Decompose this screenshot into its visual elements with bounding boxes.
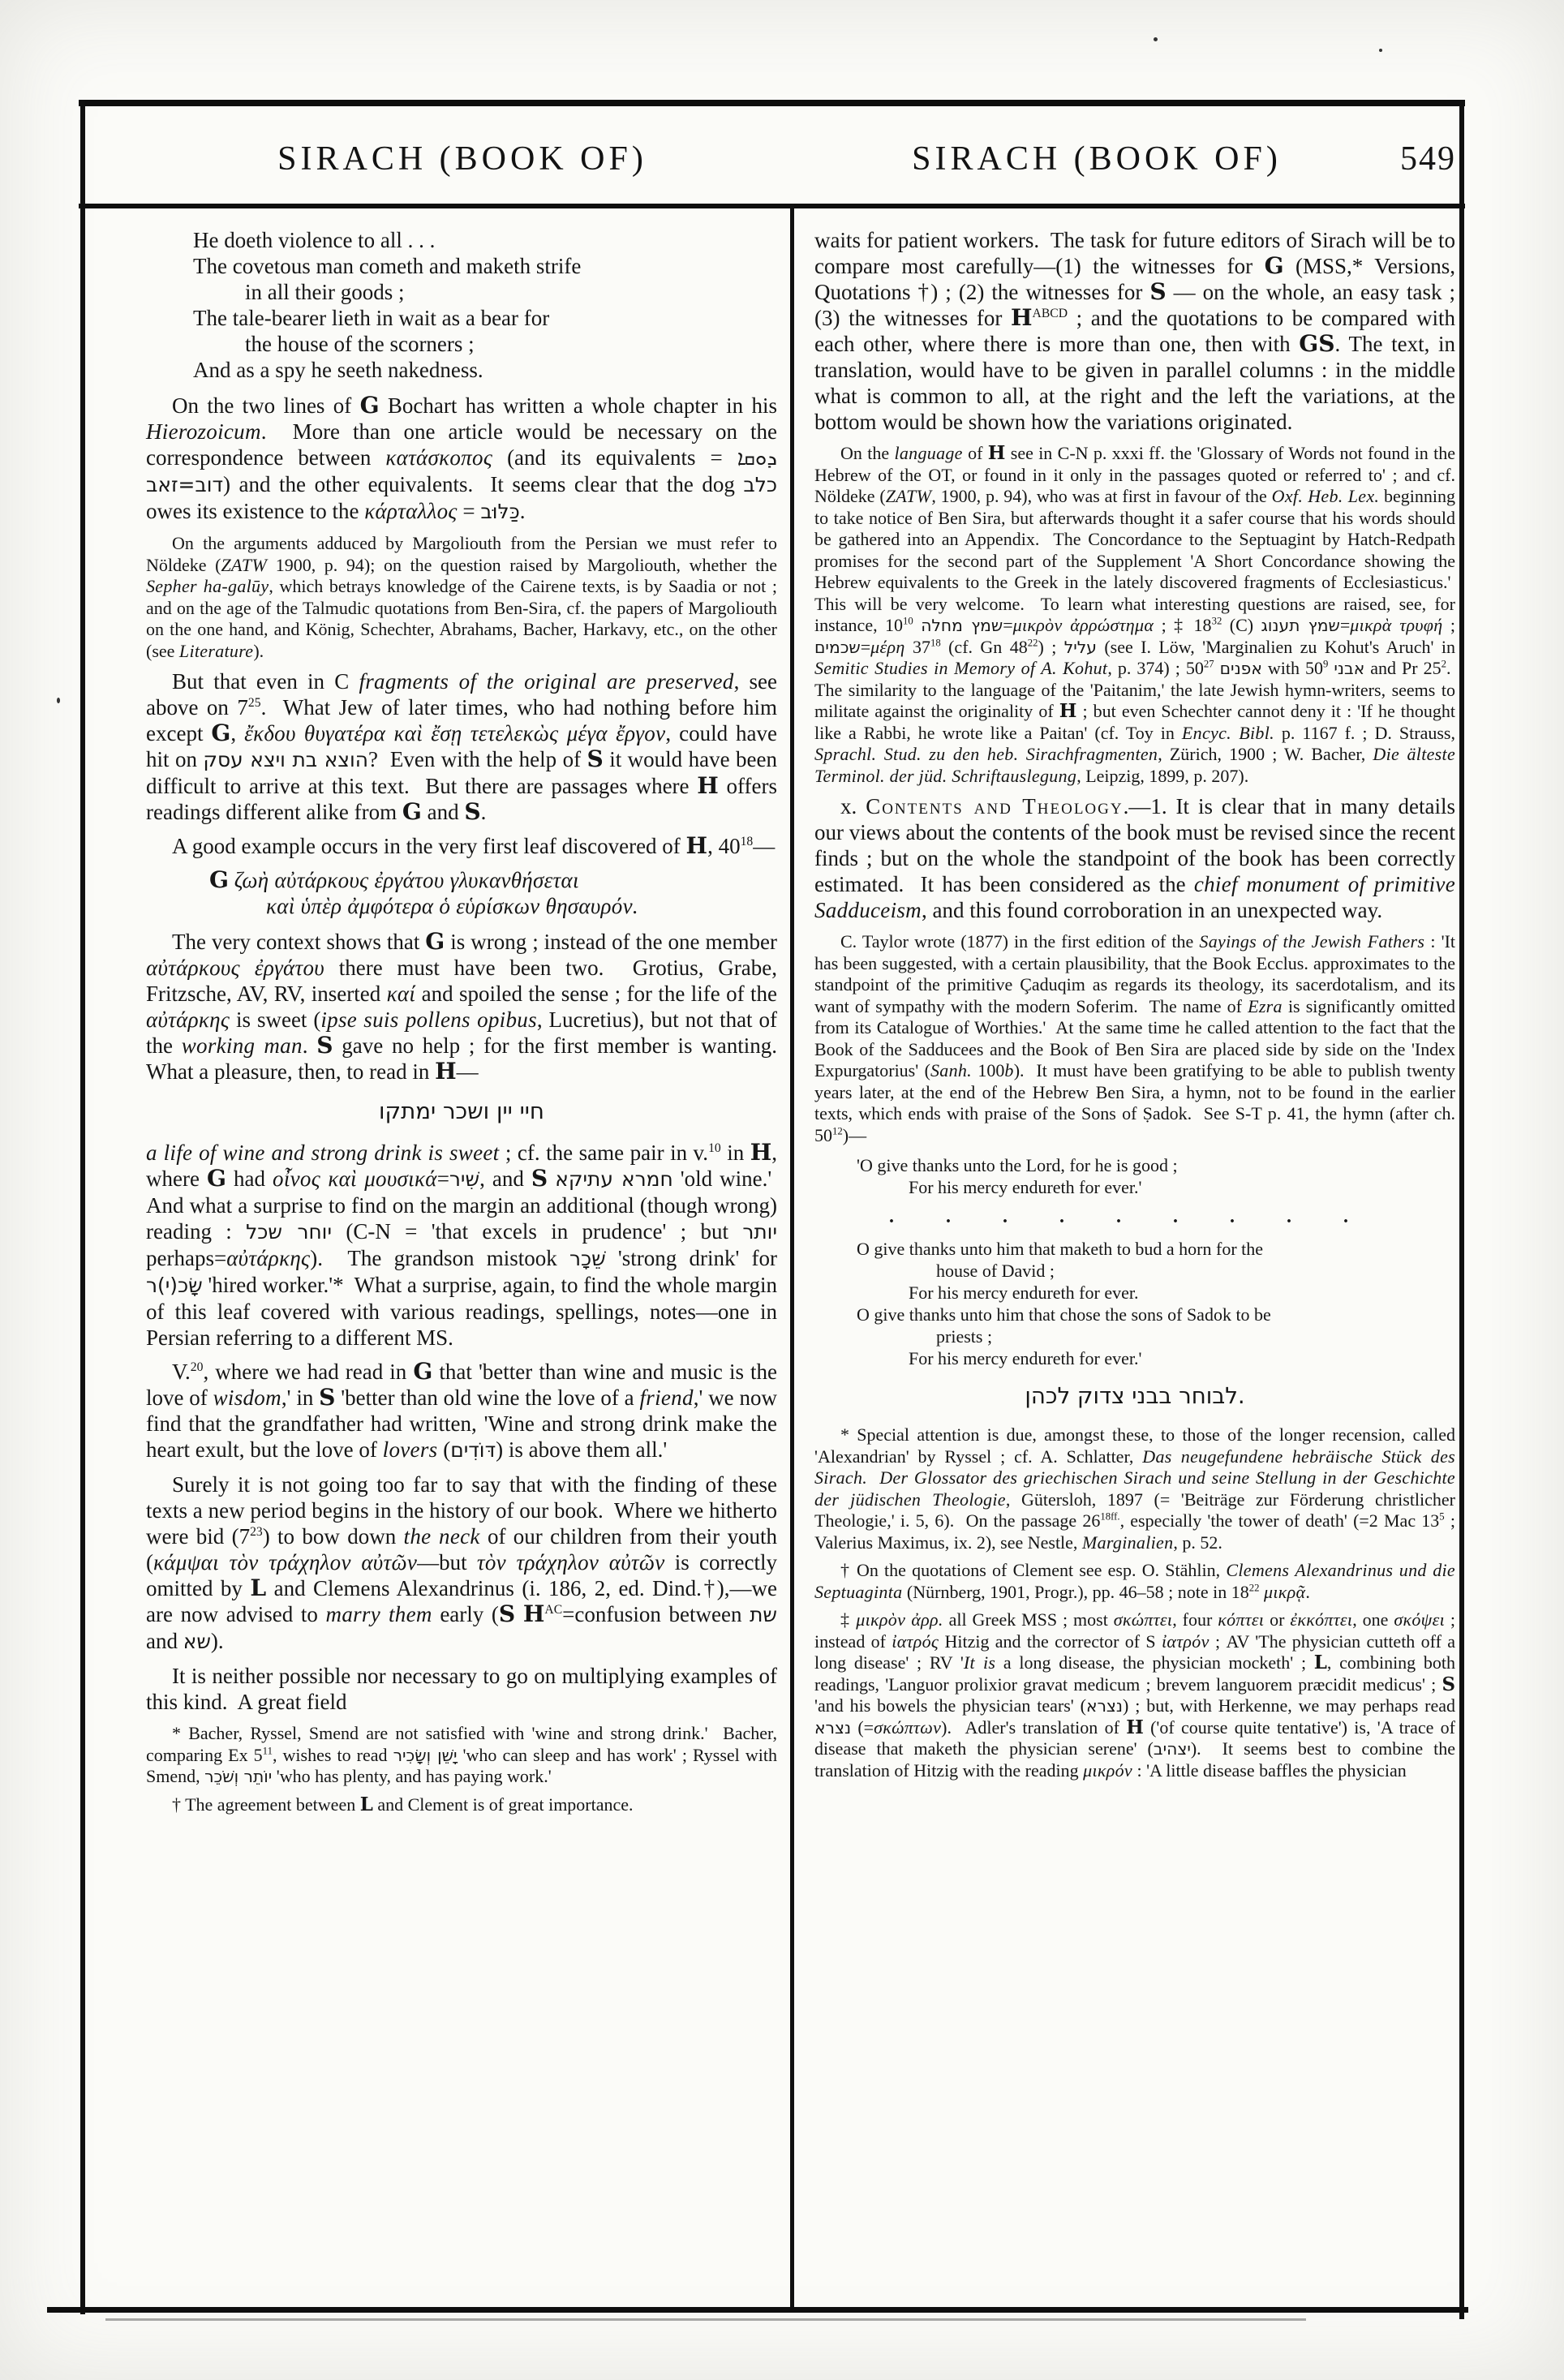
footnote: * Bacher, Ryssel, Smend are not satisfied with 'wine and strong drink.' Bacher, comparing Ex $5^{11}$, wishes to read יָשֵׁן וְשָׂכִיר 'who can sleep and has work' ; Ryssel with Smend, יוֹתֵר וְשֹׁכֵר 'who has plenty, and has paying work.': [146, 1723, 777, 1786]
frame-rule-under-header: [79, 204, 1465, 208]
running-header-left: SIRACH (BOOK OF): [277, 140, 647, 178]
frame-rule-bottom: [47, 2307, 1468, 2313]
hebrew-display: חיי יין ושכר ימתקו: [379, 1098, 544, 1124]
greek-quote-line: G ζωὴ αὐτάρκους ἐργάτου γλυκανθήσεται: [209, 866, 579, 893]
ellipsis-dots: . . . . . . . . .: [889, 1206, 1348, 1227]
greek-quote-line: καὶ ὑπὲρ ἀμφότερα ὁ εὑρίσκων θησαυρόν.: [266, 894, 638, 918]
footnote: † On the quotations of Clement see esp. O. Stählin, Clemens Alexandrinus und die Septuaginta (Nürnberg, 1901, Progr.), pp. 46–58 ; note in $18^{22}$ μικρᾷ.: [814, 1560, 1455, 1602]
opening-verse: [146, 227, 777, 383]
verse-line: He doeth violence to all . . .: [193, 228, 436, 252]
small-note: On the arguments adduced by Margoliouth from the Persian we must refer to Nöldeke (ZATW 1900, p. 94); on the question raised by Margoliouth, whether the Sepher ha-galūy, which betrays knowledge of the Cairene texts, is by Saadia or not ; and on the age of the Talmudic quotations from Ben-Sira, cf. the papers of Margoliouth on the one hand, and König, Schechter, Abrahams, Bacher, Harkavy, etc., on the other (see Literature).: [146, 533, 777, 661]
verse-line: The covetous man cometh and maketh strife: [193, 254, 582, 278]
verse-line: And as a spy he seeth nakedness.: [193, 358, 483, 382]
hymn-line: house of David ;: [936, 1261, 1055, 1281]
frame-rule-left: [80, 100, 85, 2314]
right-column: [814, 227, 1455, 1788]
hymn-line: For his mercy endureth for ever.': [909, 1348, 1142, 1368]
hymn-line: For his mercy endureth for ever.': [909, 1177, 1142, 1197]
hymn: [814, 1154, 1455, 1198]
hymn-line: 'O give thanks unto the Lord, for he is good ;: [857, 1155, 1178, 1175]
column-divider-rule: [790, 204, 794, 2310]
paragraph: The very context shows that G is wrong ; instead of the one member αὐτάρκους ἐργάτου there must have been two. Grotius, Grabe, Fritzsche, AV, RV, inserted καί and spoiled the sense ; for the life of the αὐτάρκης is sweet (ipse suis pollens opibus, Lucretius), but not that of the working man. S gave no help ; for the first member is wanting. What a pleasure, then, to read in H—: [146, 928, 778, 1085]
hymn-line: O give thanks unto him that maketh to bud a horn for the: [857, 1239, 1264, 1259]
small-note: On the language of H see in C-N p. xxxi ff. the 'Glossary of Words not found in the Hebrew of the OT, or found in it only in the passages quoted or referred to' ; and cf. Nöldeke (ZATW, 1900, p. 94), who was at first in favour of the Oxf. Heb. Lex. beginning to take notice of Ben Sira, but afterwards thought it a safer course that his words should be gathered into an Appendix. The Concordance to the Septuagint by Hatch-Redpath promises for the second part of the Supplement 'A Short Concordance showing the Hebrew equivalents to the Greek in the lately discovered fragments of Ecclesiasticus.' This will be very welcome. To learn what interesting questions are raised, see, for instance, $10^{10}$ שמץ מחלה=μικρὸν ἀρρώστημα ; ‡ $18^{32}$ (C) שמץ תענוג=μικρὰ τρυφή ; שכמים=μέρη $37^{18}$ (cf. Gn $48^{22}$) ; עליל (see I. Löw, 'Marginalien zu Kohut's Aruch' in Semitic Studies in Memory of A. Kohut, p. 374) ; אפנים $50^{27}$ with אבני $50^9$ and Pr $25^2$. The similarity to the language of the 'Paitanim,' the late Jewish hymn-writers, seems to militate against the originality of H ; but even Schechter cannot deny it : 'If he thought like a Rabbi, he wrote like a Paitan' (cf. Toy in Encyc. Bibl. p. 1167 f. ; D. Strauss, Sprachl. Stud. zu den heb. Sirachfragmenten, Zürich, 1900 ; W. Bacher, Die älteste Terminol. der jüd. Schriftauslegung, Leipzig, 1899, p. 207).: [814, 443, 1456, 786]
verse-line: in all their goods ;: [245, 280, 405, 304]
footnote: ‡ μικρὸν ἀρρ. all Greek MSS ; most σκώπτει, four κόπτει or ἐκκόπτει, one σκόψει ; instead of ἰατρός Hitzig and the corrector of S ἰατρόν ; AV 'The physician cutteth off a long disease' ; RV 'It is a long disease, the physician mocketh' ; L, combining both readings, 'Languor prolixior gravat medicum ; brevem languorem præcidit medicus' ; S 'and his bowels the physician tears' (נצרא) ; but, with Herkenne, we may perhaps read נצרא (=σκώπτων). Adler's translation of H ('of course quite tentative') is, 'A trace of disease that maketh the physician serene' (יצהיב). It seems best to combine the translation of Hitzig with the reading μικρόν : 'A little disease baffles the physician: [814, 1609, 1456, 1781]
hebrew-display: לבוחר בבני צדוק לכהן.: [1025, 1382, 1245, 1409]
hymn-line: O give thanks unto him that chose the sons of Sadok to be: [857, 1304, 1271, 1325]
footnote: † The agreement between L and Clement is of great importance.: [172, 1794, 634, 1815]
paragraph: A good example occurs in the very first leaf discovered of H, $40^{18}—$: [172, 832, 776, 859]
verse-line: the house of the scorners ;: [245, 332, 475, 356]
scan-speck: [1154, 37, 1158, 41]
paragraph: V.$^{20}$, where we had read in G that 'better than wine and music is the love of wisdom,' in S 'better than old wine the love of a friend,' we now find that the grandfather had written, 'Wine and strong drink make the heart exult, but the love of lovers (דּוֹדִים) is above them all.': [146, 1358, 777, 1462]
hymn-line: For his mercy endureth for ever.: [909, 1282, 1139, 1303]
paragraph: On the two lines of G Bochart has written a whole chapter in his Hierozoicum. More than one article would be necessary on the correspondence between κατάσκοπος (and its equivalents ܕܘܩܐ = דוב=זאב) and the other equivalents. It seems clear that the dog כלב owes its existence to the κάρταλλος = כַּלּוּב.: [146, 392, 777, 523]
left-column: [146, 227, 777, 1822]
paragraph: It is neither possible nor necessary to go on multiplying examples of this kind. A great field: [146, 1664, 777, 1714]
page-number: 549: [1400, 140, 1456, 178]
verse-line: The tale-bearer lieth in wait as a bear for: [193, 306, 550, 330]
paragraph: a life of wine and strong drink is sweet ; cf. the same pair in v.$^{10}$ in H, where G had οἶνος καὶ μουσικά=שִׁיר, and S חמרא עתיקא 'old wine.' And what a surprise to find on the margin an additional (though wrong) reading : יוחר שכל (C-N = 'that excels in prudence' ; but יותר perhaps=αὐτάρκης). The grandson mistook שֵׁכָר 'strong drink' for שָׂכ(י)ר 'hired worker.'* What a surprise, again, to find the whole margin of this leaf covered with various readings, spellings, notes—one in Persian referring to a different MS.: [146, 1139, 778, 1350]
running-header-right: SIRACH (BOOK OF): [912, 140, 1282, 178]
paragraph: Surely it is not going too far to say that with the finding of these texts a new period begins in the history of our book. Where we hitherto were bid $(7^{23})$ to bow down the neck of our children from their youth (κάμψαι τὸν τράχηλον αὐτῶν—but τὸν τράχηλον αὐτῶν is correctly omitted by L and Clemens Alexandrinus (i. 186, 2, ed. Dind.†),—we are now advised to marry them early (S $H^{AC}=confusion$ between שת and שא).: [146, 1472, 778, 1653]
hymn-line: priests ;: [936, 1326, 993, 1347]
scan-speck: [57, 698, 60, 703]
paragraph: But that even in C fragments of the original are preserved, see above on $7^{25}$. What Jew of later times, who had nothing before him except G, ἔκδου θυγατέρα καὶ ἔσῃ τετελεκὼς μέγα ἔργον, could have hit on הוצא בת ויצא עסק? Even with the help of S it would have been difficult to arrive at this text. But there are passages where H offers readings different alike from G and S.: [146, 669, 778, 825]
section-paragraph: x. Contents and Theology.—1. It is clear that in many details our views about the contents of the book must be revised since the recent finds ; but on the whole the standpoint of the book has been correctly estimated. It has been considered as the chief monument of primitive Sadduceism, and this found corroboration in an unexpected way.: [814, 794, 1456, 922]
small-note: C. Taylor wrote (1877) in the first edition of the Sayings of the Jewish Fathers : 'It has been suggested, with a certain plausibility, that the Book Ecclus. approximates to the standpoint of the primitive Çaduqim as regards its theology, its sacerdotalism, and its want of sympathy with the modern Soferim. The name of Ezra is significantly omitted from its Catalogue of Worthies.' At the same time he called attention to the fact that the Book of the Sadducees and the Book of Ben Sira are placed side by side on the 'Index Expurgatorius' (Sanh. 100b). It must have been gratifying to be able to publish twenty years later, at the end of the Hebrew Ben Sira, a hymn, not to be found in the earlier texts, which ends with praise of the Sons of Ṣadok. See S-T p. 41, the hymn (after ch. $50^{12})—$: [814, 931, 1456, 1145]
hymn: [814, 1238, 1455, 1369]
frame-rule-bottom-echo: [105, 2318, 1306, 2321]
frame-rule-top: [79, 100, 1465, 106]
frame-rule-right: [1459, 100, 1464, 2319]
paragraph: waits for patient workers. The task for future editors of Sirach will be to compare most carefully—(1) the witnesses for G (MSS,* Versions, Quotations †) ; (2) the witnesses for S — on the whole, an easy task ; (3) the witnesses for $H^{ABCD}$ ; and the quotations to be compared with each other, where there is more than one, then with GS. The text, in translation, would have to be given in parallel columns : in the middle what is common to all, at the right and the left the variations, at the bottom would be shown how the variations originated.: [814, 228, 1455, 434]
greek-quotation: [146, 867, 777, 919]
footnote: * Special attention is due, amongst these, to those of the longer recension, called 'Alexandrian' by Ryssel ; cf. A. Schlatter, Das neugefundene hebräische Stück des Sirach. Der Glossator des griechischen Sirach und seine Stellung in der Geschichte der jüdischen Theologie, Gütersloh, 1897 (= 'Beiträge zur Förderung christlicher Theologie,' i. 5, 6). On the passage $26^{18ff.}$, especially 'the tower of death' (=2 Mac $13^5$ ; Valerius Maximus, ix. 2), see Nestle, Marginalien, p. 52.: [814, 1424, 1456, 1553]
scan-speck: [1379, 49, 1382, 52]
